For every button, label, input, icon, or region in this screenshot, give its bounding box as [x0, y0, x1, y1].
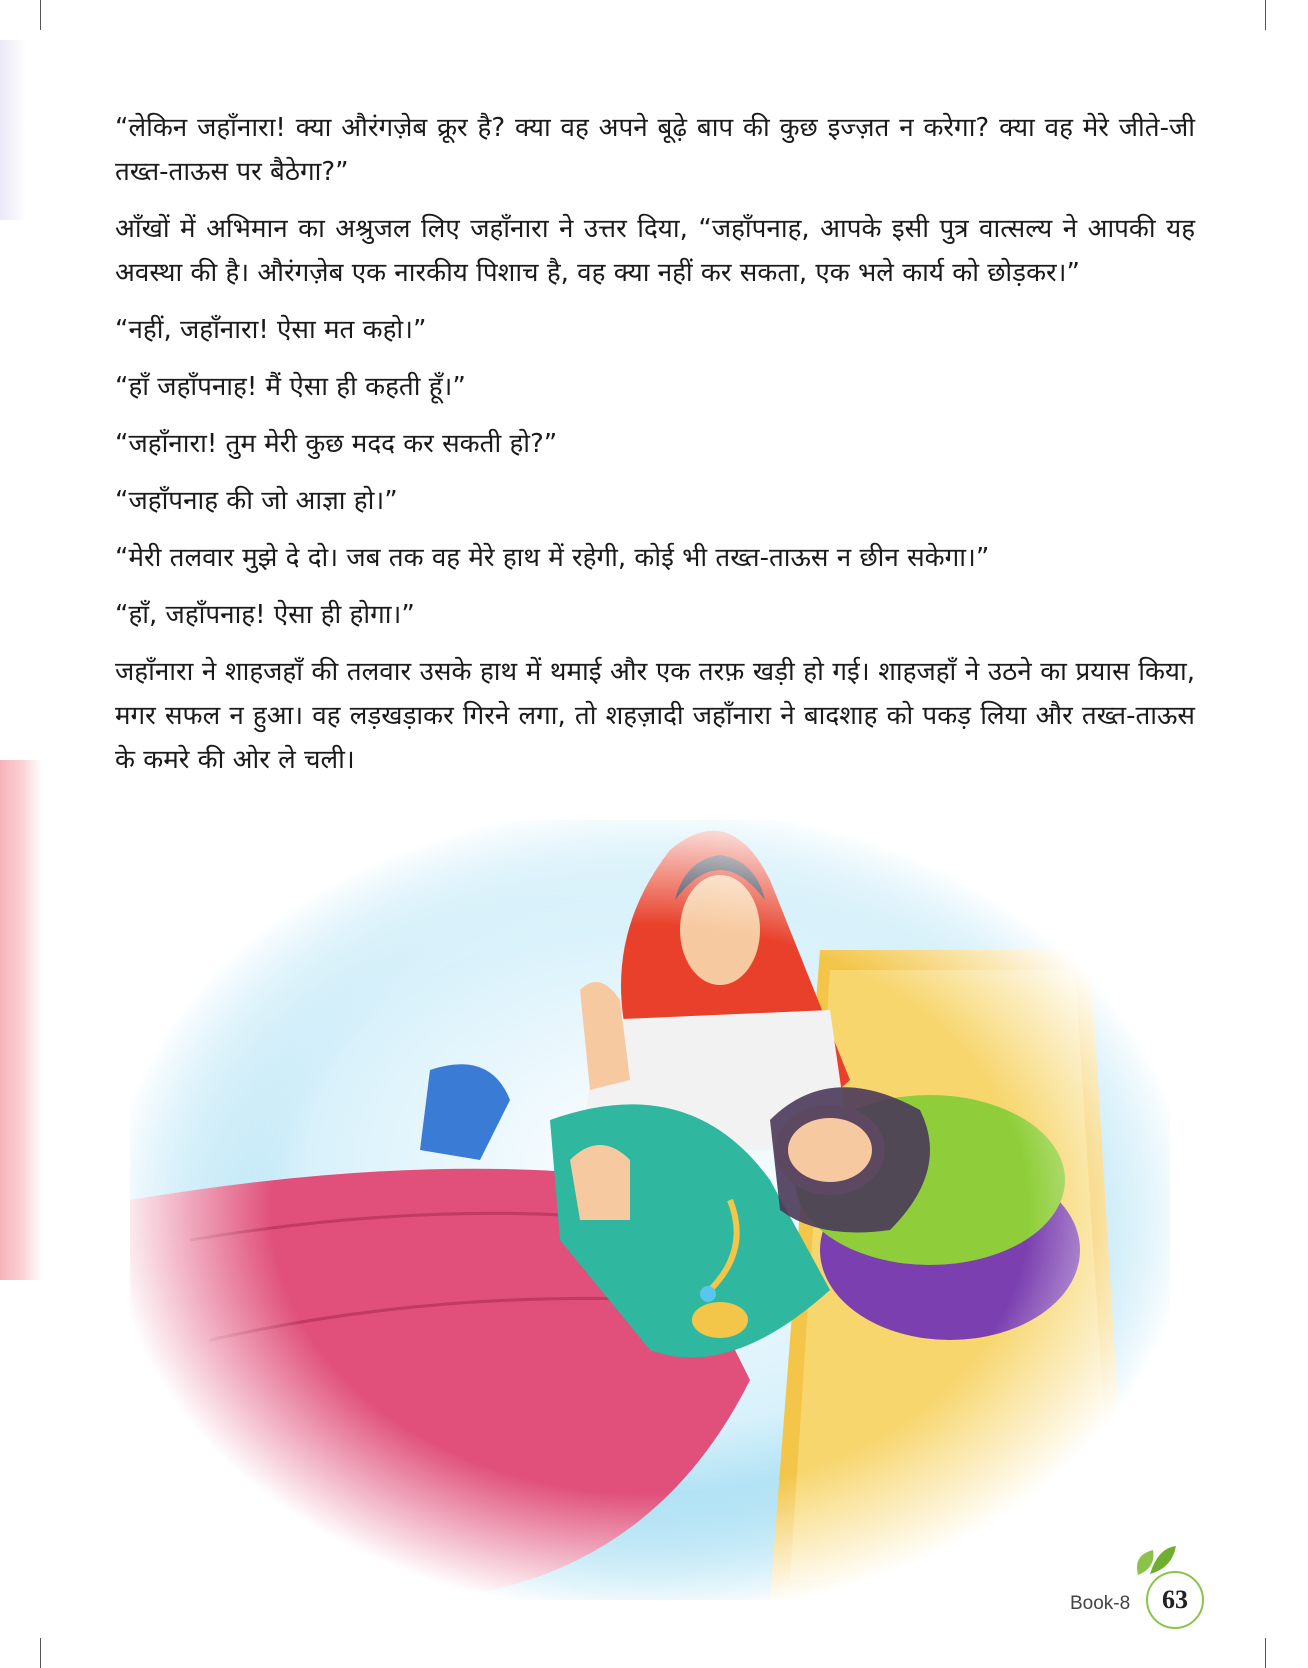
- page-number: 63: [1146, 1571, 1204, 1629]
- left-edge-decoration: [0, 760, 42, 1280]
- man-hand: [570, 1145, 630, 1220]
- left-edge-decoration-top: [0, 40, 26, 220]
- paragraph-9: जहाँनारा ने शाहजहाँ की तलवार उसके हाथ में थमाई और एक तरफ़ खड़ी हो गई। शाहजहाँ ने उठने का प्रयास किया, मगर सफल न हुआ। वह लड़खड़ाकर गिरने लगा, तो शहज़ादी जहाँनारा ने बादशाह को पकड़ लिया और तख्त-ताऊस के कमरे की ओर ले चली।: [115, 657, 1195, 775]
- paragraph-5: “जहाँनारा! तुम मेरी कुछ मदद कर सकती हो?”: [115, 429, 558, 459]
- crop-mark-bottom-left: [40, 1638, 41, 1668]
- paragraph-3: “नहीं, जहाँनारा! ऐसा मत कहो।”: [115, 315, 427, 345]
- story-illustration: [130, 820, 1170, 1600]
- paragraph-1: “लेकिन जहाँनारा! क्या औरंगज़ेब क्रूर है? क्या वह अपने बूढ़े बाप की कुछ इज्ज़त न करेगा? क्या वह मेरे जीते-जी तख्त-ताऊस पर बैठेगा?”: [115, 113, 1195, 187]
- paragraph-4: “हाँ जहाँपनाह! मैं ऐसा ही कहती हूँ।”: [115, 372, 466, 402]
- book-label: Book-8: [1070, 1593, 1131, 1614]
- crop-mark-bottom-right: [1265, 1638, 1266, 1668]
- necklace-pendant: [700, 1286, 716, 1302]
- story-text: [115, 106, 1195, 795]
- crop-mark-top-left: [40, 0, 41, 30]
- robe-ornament: [692, 1302, 748, 1338]
- paragraph-6: “जहाँपनाह की जो आज्ञा हो।”: [115, 486, 398, 516]
- crop-mark-top-right: [1265, 0, 1266, 30]
- paragraph-8: “हाँ, जहाँपनाह! ऐसा ही होगा।”: [115, 600, 415, 630]
- paragraph-7: “मेरी तलवार मुझे दे दो। जब तक वह मेरे हाथ में रहेगी, कोई भी तख्त-ताऊस न छीन सकेगा।”: [115, 543, 990, 573]
- woman-face: [680, 875, 760, 985]
- paragraph-2: आँखों में अभिमान का अश्रुजल लिए जहाँनारा ने उत्तर दिया, “जहाँपनाह, आपके इसी पुत्र वात्सल्य ने आपकी यह अवस्था की है। औरंगज़ेब एक नारकीय पिशाच है, वह क्या नहीं कर सकता, एक भले कार्य को छोड़कर।”: [115, 214, 1195, 288]
